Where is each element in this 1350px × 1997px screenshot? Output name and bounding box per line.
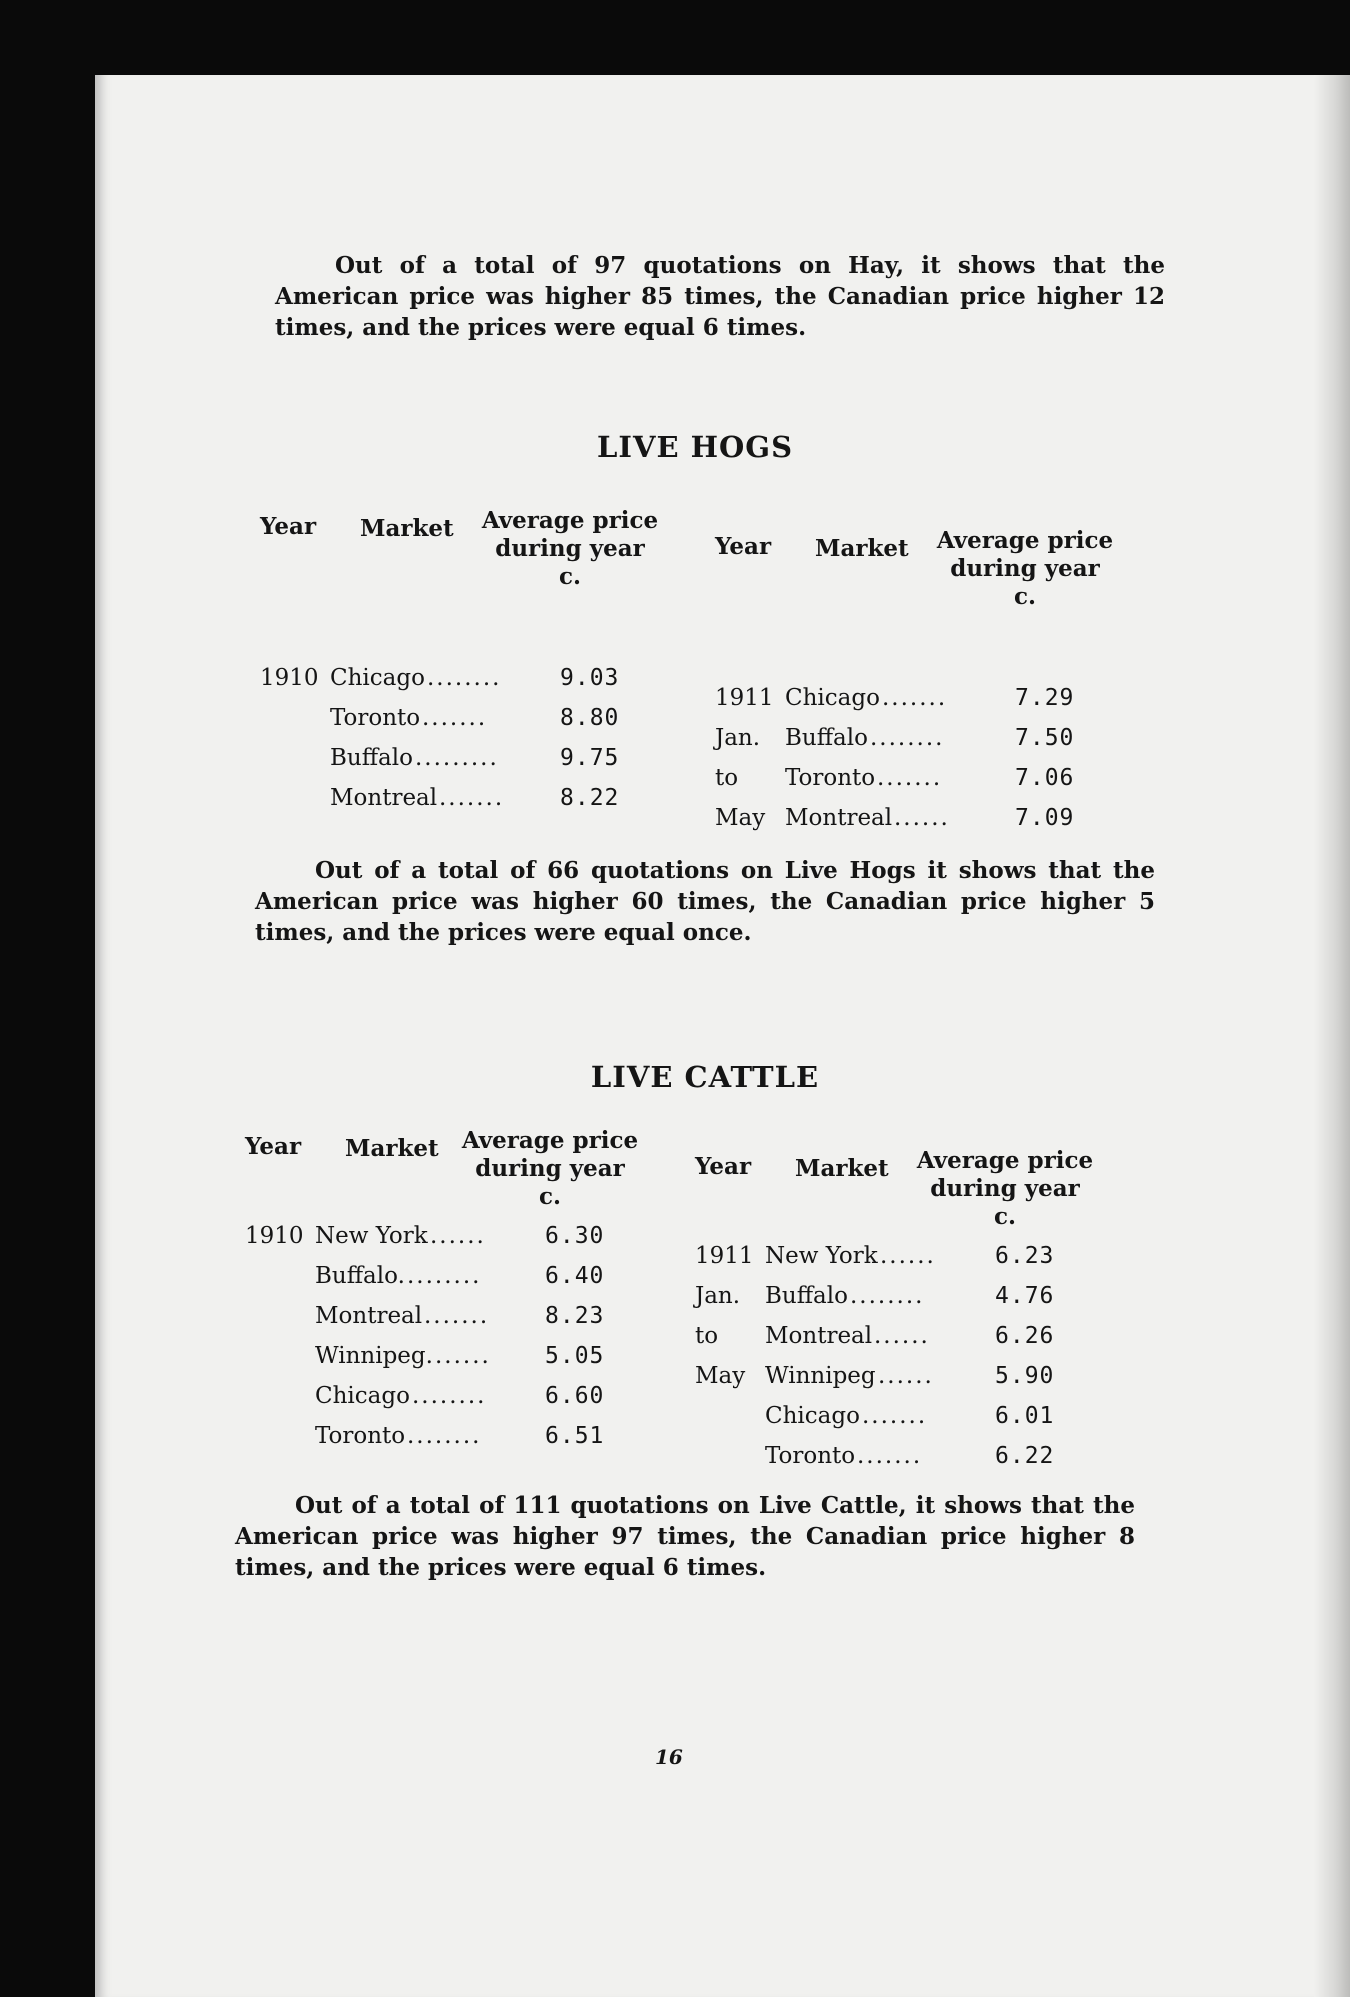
cattle-summary-paragraph: Out of a total of 111 quotations on Live Cattle, it shows that the American price was higher 97 times, the Canadian price higher 8 times, and the prices were equal 6 times. <box>235 1492 1135 1581</box>
row-price: 7.06 <box>1015 765 1075 791</box>
year-header: Year <box>245 1133 302 1160</box>
row-price: 6.30 <box>545 1223 605 1249</box>
row-year: Jan. <box>715 725 761 751</box>
market-header: Market <box>795 1155 889 1182</box>
row-price: 6.26 <box>995 1323 1055 1349</box>
price-header-line-1: Average price <box>481 507 659 534</box>
row-price: 6.40 <box>545 1263 605 1289</box>
row-price: 4.76 <box>995 1283 1055 1309</box>
row-market: Chicago <box>330 665 425 691</box>
table-row <box>695 1323 1125 1357</box>
year-header: Year <box>715 533 772 560</box>
price-unit: c. <box>993 1203 1016 1230</box>
table-row <box>260 705 660 739</box>
row-market: Chicago <box>315 1383 410 1409</box>
row-price: 6.51 <box>545 1423 605 1449</box>
table-row <box>715 725 1135 759</box>
row-price: 6.23 <box>995 1243 1055 1269</box>
row-price: 7.09 <box>1015 805 1075 831</box>
table-row <box>245 1423 645 1457</box>
row-market: Buffalo <box>765 1283 848 1309</box>
row-price: 8.80 <box>560 705 620 731</box>
row-price: 5.05 <box>545 1343 605 1369</box>
table-row <box>695 1363 1125 1397</box>
hay-summary-paragraph: Out of a total of 97 quotations on Hay, it shows that the American price was higher 85 times, the Canadian price higher 12 times, and the prices were equal 6 times. <box>275 252 1165 341</box>
table-row <box>695 1443 1125 1477</box>
table-row <box>245 1223 645 1257</box>
cattle-table-1910 <box>245 1115 645 1535</box>
table-row <box>715 805 1135 839</box>
row-market: Montreal <box>765 1323 873 1349</box>
price-header <box>475 507 665 591</box>
row-leader-dots: ....... <box>422 705 488 731</box>
row-price: 6.22 <box>995 1443 1055 1469</box>
table-row <box>695 1283 1125 1317</box>
market-header: Market <box>360 515 454 542</box>
row-market: Chicago <box>785 685 880 711</box>
row-price: 8.23 <box>545 1303 605 1329</box>
row-price: 7.29 <box>1015 685 1075 711</box>
row-market: Buffalo <box>785 725 868 751</box>
row-market: Winnipeg. <box>315 1343 433 1369</box>
row-market: Montreal <box>330 785 438 811</box>
row-year: Jan. <box>695 1283 741 1309</box>
row-year: 1911 <box>715 685 774 711</box>
price-header-line-1: Average price <box>916 1147 1094 1174</box>
hogs-table-1910 <box>260 495 660 825</box>
hogs-summary-paragraph: Out of a total of 66 quotations on Live Hogs it shows that the American price was higher 60 times, the Canadian price higher 5 times, and the prices were equal once. <box>255 857 1155 946</box>
row-price: 9.03 <box>560 665 620 691</box>
row-leader-dots: ...... <box>874 1323 930 1349</box>
hogs-table-1911 <box>715 515 1135 845</box>
row-leader-dots: ....... <box>424 1303 490 1329</box>
row-leader-dots: ........ <box>407 1263 482 1289</box>
market-header: Market <box>345 1135 439 1162</box>
price-header-line-2: during year <box>950 555 1100 582</box>
live-cattle-title: LIVE CATTLE <box>590 1060 820 1094</box>
row-leader-dots: ...... <box>435 1343 491 1369</box>
table-row <box>245 1263 645 1297</box>
table-row <box>695 1403 1125 1437</box>
row-leader-dots: ........ <box>427 665 502 691</box>
row-leader-dots: ....... <box>857 1443 923 1469</box>
row-year: 1911 <box>695 1243 754 1269</box>
price-header <box>455 1127 645 1211</box>
price-header-line-2: during year <box>495 535 645 562</box>
document-page <box>95 75 1350 1997</box>
row-market: Montreal <box>315 1303 423 1329</box>
price-header <box>910 1147 1100 1231</box>
row-price: 5.90 <box>995 1363 1055 1389</box>
row-market: Toronto <box>765 1443 856 1469</box>
table-row <box>260 665 660 699</box>
row-market: Toronto <box>315 1423 406 1449</box>
page-number: 16 <box>655 1745 683 1769</box>
row-year: 1910 <box>245 1223 304 1249</box>
row-market: Winnipeg <box>765 1363 876 1389</box>
row-market: Chicago <box>765 1403 860 1429</box>
price-unit: c. <box>558 563 581 590</box>
year-header: Year <box>695 1153 752 1180</box>
row-leader-dots: ...... <box>880 1243 936 1269</box>
price-header-line-1: Average price <box>461 1127 639 1154</box>
price-unit: c. <box>538 1183 561 1210</box>
live-hogs-title: LIVE HOGS <box>596 430 794 464</box>
row-leader-dots: ...... <box>894 805 950 831</box>
row-leader-dots: ........ <box>870 725 945 751</box>
row-year: to <box>695 1323 719 1349</box>
row-leader-dots: ...... <box>878 1363 934 1389</box>
table-row <box>245 1383 645 1417</box>
row-price: 6.01 <box>995 1403 1055 1429</box>
row-leader-dots: ....... <box>439 785 505 811</box>
price-unit: c. <box>1013 583 1036 610</box>
year-header: Year <box>260 513 317 540</box>
table-row <box>260 745 660 779</box>
row-leader-dots: ........ <box>412 1383 487 1409</box>
row-price: 8.22 <box>560 785 620 811</box>
row-price: 9.75 <box>560 745 620 771</box>
price-header-line-2: during year <box>930 1175 1080 1202</box>
row-leader-dots: ........ <box>850 1283 925 1309</box>
row-leader-dots: ....... <box>862 1403 928 1429</box>
price-header-line-2: during year <box>475 1155 625 1182</box>
price-header-line-1: Average price <box>936 527 1114 554</box>
table-row <box>260 785 660 819</box>
market-header: Market <box>815 535 909 562</box>
row-year: to <box>715 765 739 791</box>
row-price: 6.60 <box>545 1383 605 1409</box>
table-row <box>715 765 1135 799</box>
row-leader-dots: ....... <box>877 765 943 791</box>
page-edge-shadow <box>1314 75 1350 1997</box>
row-market: New York <box>315 1223 428 1249</box>
row-market: New York <box>765 1243 878 1269</box>
row-leader-dots: ........ <box>407 1423 482 1449</box>
row-market: Montreal <box>785 805 893 831</box>
row-year: 1910 <box>260 665 319 691</box>
row-leader-dots: ....... <box>882 685 948 711</box>
row-year: May <box>715 805 766 831</box>
row-leader-dots: ...... <box>430 1223 486 1249</box>
row-price: 7.50 <box>1015 725 1075 751</box>
table-row <box>245 1343 645 1377</box>
table-row <box>715 685 1135 719</box>
row-market: Toronto <box>330 705 421 731</box>
row-market: Toronto <box>785 765 876 791</box>
row-market: Buffalo. <box>315 1263 405 1289</box>
row-market: Buffalo <box>330 745 413 771</box>
row-year: May <box>695 1363 746 1389</box>
table-row <box>245 1303 645 1337</box>
row-leader-dots: ......... <box>415 745 499 771</box>
table-row <box>695 1243 1125 1277</box>
price-header <box>930 527 1120 611</box>
